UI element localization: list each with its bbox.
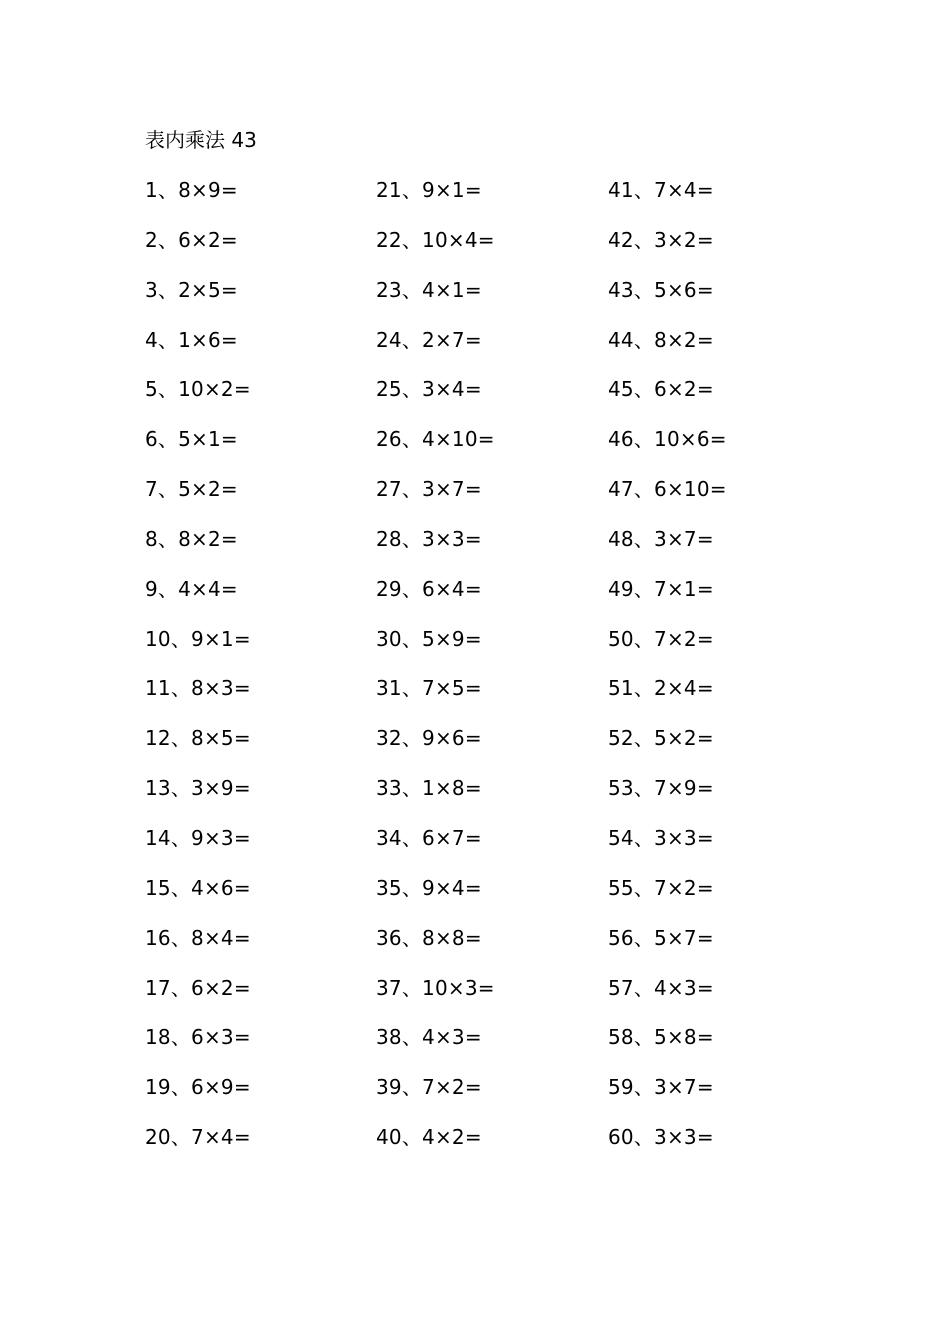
problem-item: 31、7×5= [376,676,482,701]
problem-item: 54、3×3= [608,825,714,850]
problem-item: 27、3×7= [376,477,482,502]
problem-item: 13、3×9= [145,776,251,801]
problem-item: 9、4×4= [145,576,238,601]
problem-item: 6、5×1= [145,427,238,452]
problem-item: 4、1×6= [145,327,238,352]
problem-item: 35、9×4= [376,875,482,900]
problem-item: 40、4×2= [376,1125,482,1150]
problem-item: 26、4×10= [376,427,495,452]
problem-item: 15、4×6= [145,875,251,900]
problem-item: 41、7×4= [608,178,714,202]
problem-item: 17、6×2= [145,975,251,1000]
problem-item: 57、4×3= [608,975,714,1000]
problem-item: 50、7×2= [608,626,714,651]
problem-item: 12、8×5= [145,726,251,751]
problem-item: 32、9×6= [376,726,482,751]
problem-item: 56、5×7= [608,925,714,950]
problem-item: 43、5×6= [608,277,714,302]
problem-item: 44、8×2= [608,327,714,352]
problem-item: 38、4×3= [376,1025,482,1050]
problem-item: 51、2×4= [608,676,714,701]
problem-item: 7、5×2= [145,477,238,502]
problem-item: 60、3×3= [608,1125,714,1150]
problem-item: 19、6×9= [145,1075,251,1100]
worksheet-title: 表内乘法 43 [145,128,257,152]
problem-item: 1、8×9= [145,178,238,202]
problem-item: 36、8×8= [376,925,482,950]
problem-item: 29、6×4= [376,576,482,601]
problem-item: 52、5×2= [608,726,714,751]
problem-item: 34、6×7= [376,825,482,850]
problem-item: 46、10×6= [608,427,727,452]
problem-item: 28、3×3= [376,526,482,551]
problem-item: 48、3×7= [608,526,714,551]
problem-column-1 [145,176,375,1173]
problem-item: 16、8×4= [145,925,251,950]
problem-item: 20、7×4= [145,1125,251,1150]
problem-column-2 [376,176,606,1173]
problem-item: 24、2×7= [376,327,482,352]
problem-item: 53、7×9= [608,776,714,801]
problem-item: 2、6×2= [145,227,238,252]
problem-item: 59、3×7= [608,1075,714,1100]
problem-item: 37、10×3= [376,975,495,1000]
problem-item: 58、5×8= [608,1025,714,1050]
problem-item: 42、3×2= [608,227,714,252]
problem-item: 39、7×2= [376,1075,482,1100]
problem-item: 22、10×4= [376,227,495,252]
problem-item: 25、3×4= [376,377,482,402]
problem-item: 8、8×2= [145,526,238,551]
problem-item: 18、6×3= [145,1025,251,1050]
problem-item: 23、4×1= [376,277,482,302]
problem-item: 47、6×10= [608,477,727,502]
problem-item: 10、9×1= [145,626,251,651]
problem-item: 5、10×2= [145,377,251,402]
problem-item: 11、8×3= [145,676,251,701]
problem-item: 3、2×5= [145,277,238,302]
problem-item: 14、9×3= [145,825,251,850]
problem-item: 30、5×9= [376,626,482,651]
problem-item: 45、6×2= [608,377,714,402]
problem-item: 21、9×1= [376,178,482,202]
problem-item: 33、1×8= [376,776,482,801]
problem-item: 49、7×1= [608,576,714,601]
problem-column-3 [608,176,838,1173]
problem-item: 55、7×2= [608,875,714,900]
